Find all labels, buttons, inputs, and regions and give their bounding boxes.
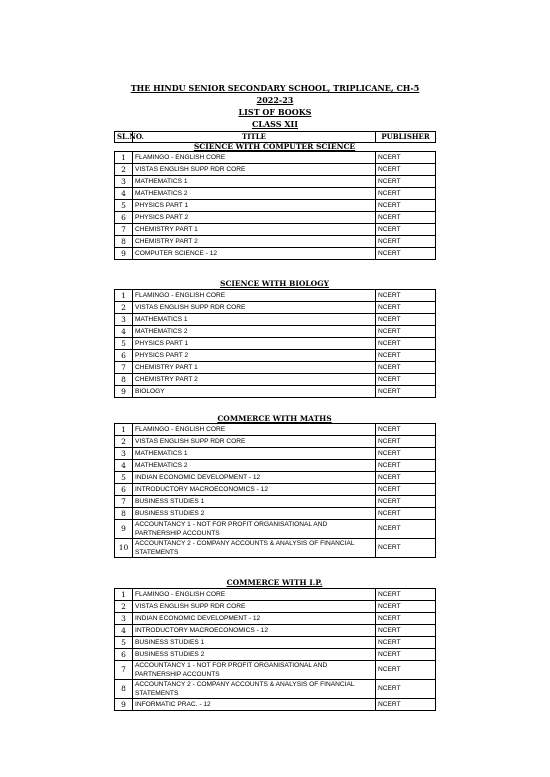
- book-title: BIOLOGY: [133, 386, 376, 398]
- section-heading: SCIENCE WITH COMPUTER SCIENCE: [193, 142, 356, 151]
- book-title: MATHEMATICS 1: [133, 448, 376, 460]
- book-publisher: NCERT: [376, 613, 436, 625]
- book-serial-number: 9: [115, 386, 133, 398]
- book-publisher: NCERT: [376, 176, 436, 188]
- book-title: FLAMINGO - ENGLISH CORE: [133, 424, 376, 436]
- book-title: CHEMISTRY PART 2: [133, 236, 376, 248]
- section-table-2: [114, 423, 436, 558]
- book-row: [115, 212, 436, 224]
- book-serial-number: 9: [115, 248, 133, 260]
- book-title: CHEMISTRY PART 1: [133, 224, 376, 236]
- book-row: [115, 680, 436, 699]
- book-serial-number: 4: [115, 625, 133, 637]
- book-serial-number: 6: [115, 649, 133, 661]
- book-title: MATHEMATICS 1: [133, 176, 376, 188]
- book-title: PHYSICS PART 1: [133, 338, 376, 350]
- book-serial-number: 5: [115, 637, 133, 649]
- class-title: CLASS XII: [251, 119, 299, 129]
- book-publisher: NCERT: [376, 589, 436, 601]
- book-publisher: NCERT: [376, 248, 436, 260]
- section-heading: COMMERCE WITH I.P.: [226, 578, 323, 587]
- book-publisher: NCERT: [376, 236, 436, 248]
- book-row: [115, 374, 436, 386]
- book-title: INTRODUCTORY MACROECONOMICS - 12: [133, 625, 376, 637]
- book-row: [115, 448, 436, 460]
- section-heading: COMMERCE WITH MATHS: [217, 414, 332, 423]
- book-serial-number: 3: [115, 448, 133, 460]
- book-publisher: NCERT: [376, 424, 436, 436]
- column-sl-no: SL.NO.: [115, 132, 133, 143]
- book-serial-number: 8: [115, 236, 133, 248]
- book-serial-number: 6: [115, 350, 133, 362]
- book-publisher: NCERT: [376, 200, 436, 212]
- book-title: MATHEMATICS 2: [133, 460, 376, 472]
- book-title: VISTAS ENGLISH SUPP RDR CORE: [133, 436, 376, 448]
- book-row: [115, 338, 436, 350]
- book-row: [115, 290, 436, 302]
- book-title: FLAMINGO - ENGLISH CORE: [133, 152, 376, 164]
- book-title: MATHEMATICS 2: [133, 188, 376, 200]
- book-row: [115, 539, 436, 558]
- book-publisher: NCERT: [376, 338, 436, 350]
- book-serial-number: 8: [115, 680, 133, 699]
- section-table-1: [114, 289, 436, 398]
- book-row: [115, 496, 436, 508]
- book-publisher: NCERT: [376, 699, 436, 711]
- book-serial-number: 9: [115, 520, 133, 539]
- book-serial-number: 1: [115, 290, 133, 302]
- book-row: [115, 424, 436, 436]
- book-publisher: NCERT: [376, 625, 436, 637]
- book-publisher: NCERT: [376, 386, 436, 398]
- list-title: LIST OF BOOKS: [238, 107, 312, 117]
- book-title: ACCOUNTANCY 1 - NOT FOR PROFIT ORGANISATIONAL AND PARTNERSHIP ACCOUNTS: [133, 520, 376, 539]
- book-publisher: NCERT: [376, 314, 436, 326]
- book-publisher: NCERT: [376, 302, 436, 314]
- book-serial-number: 2: [115, 164, 133, 176]
- book-row: [115, 484, 436, 496]
- book-publisher: NCERT: [376, 539, 436, 558]
- book-serial-number: 3: [115, 176, 133, 188]
- book-title: BUSINESS STUDIES 2: [133, 508, 376, 520]
- book-serial-number: 8: [115, 508, 133, 520]
- section-heading: SCIENCE WITH BIOLOGY: [220, 279, 329, 288]
- book-serial-number: 2: [115, 601, 133, 613]
- book-serial-number: 1: [115, 589, 133, 601]
- book-publisher: NCERT: [376, 472, 436, 484]
- book-row: [115, 224, 436, 236]
- book-row: [115, 236, 436, 248]
- book-publisher: NCERT: [376, 601, 436, 613]
- book-publisher: NCERT: [376, 484, 436, 496]
- book-serial-number: 7: [115, 661, 133, 680]
- book-publisher: NCERT: [376, 374, 436, 386]
- book-row: [115, 520, 436, 539]
- book-publisher: NCERT: [376, 637, 436, 649]
- book-serial-number: 1: [115, 152, 133, 164]
- book-row: [115, 362, 436, 374]
- book-title: VISTAS ENGLISH SUPP RDR CORE: [133, 601, 376, 613]
- book-serial-number: 5: [115, 338, 133, 350]
- book-row: [115, 625, 436, 637]
- book-title: INDIAN ECONOMIC DEVELOPMENT - 12: [133, 472, 376, 484]
- book-title: FLAMINGO - ENGLISH CORE: [133, 589, 376, 601]
- book-publisher: NCERT: [376, 188, 436, 200]
- book-row: [115, 326, 436, 338]
- book-title: ACCOUNTANCY 2 - COMPANY ACCOUNTS & ANALYSIS OF FINANCIAL STATEMENTS: [133, 539, 376, 558]
- book-row: [115, 649, 436, 661]
- book-title: MATHEMATICS 2: [133, 326, 376, 338]
- book-publisher: NCERT: [376, 164, 436, 176]
- book-publisher: NCERT: [376, 350, 436, 362]
- book-row: [115, 248, 436, 260]
- section-table-0: [114, 151, 436, 260]
- book-serial-number: 2: [115, 436, 133, 448]
- book-row: [115, 436, 436, 448]
- book-publisher: NCERT: [376, 436, 436, 448]
- book-title: BUSINESS STUDIES 2: [133, 649, 376, 661]
- book-row: [115, 200, 436, 212]
- book-row: [115, 350, 436, 362]
- book-title: CHEMISTRY PART 1: [133, 362, 376, 374]
- book-title: BUSINESS STUDIES 1: [133, 637, 376, 649]
- book-row: [115, 164, 436, 176]
- book-publisher: NCERT: [376, 326, 436, 338]
- book-row: [115, 302, 436, 314]
- book-row: [115, 508, 436, 520]
- book-publisher: NCERT: [376, 290, 436, 302]
- book-title: BUSINESS STUDIES 1: [133, 496, 376, 508]
- book-row: [115, 152, 436, 164]
- book-title: INDIAN ECONOMIC DEVELOPMENT - 12: [133, 613, 376, 625]
- section-table-3: [114, 588, 436, 711]
- book-row: [115, 386, 436, 398]
- book-row: [115, 188, 436, 200]
- book-title: PHYSICS PART 1: [133, 200, 376, 212]
- book-row: [115, 176, 436, 188]
- book-serial-number: 4: [115, 326, 133, 338]
- book-title: ACCOUNTANCY 2 - COMPANY ACCOUNTS & ANALYSIS OF FINANCIAL STATEMENTS: [133, 680, 376, 699]
- book-title: ACCOUNTANCY 1 - NOT FOR PROFIT ORGANISATIONAL AND PARTNERSHIP ACCOUNTS: [133, 661, 376, 680]
- book-serial-number: 5: [115, 472, 133, 484]
- book-serial-number: 10: [115, 539, 133, 558]
- book-serial-number: 5: [115, 200, 133, 212]
- book-row: [115, 460, 436, 472]
- book-row: [115, 314, 436, 326]
- book-publisher: NCERT: [376, 224, 436, 236]
- book-row: [115, 589, 436, 601]
- book-publisher: NCERT: [376, 661, 436, 680]
- book-publisher: NCERT: [376, 460, 436, 472]
- book-publisher: NCERT: [376, 649, 436, 661]
- school-name: THE HINDU SENIOR SECONDARY SCHOOL, TRIPLICANE, CH-5: [130, 83, 420, 93]
- book-publisher: NCERT: [376, 680, 436, 699]
- book-row: [115, 601, 436, 613]
- book-serial-number: 4: [115, 460, 133, 472]
- book-title: INFORMATIC PRAC. - 12: [133, 699, 376, 711]
- book-row: [115, 637, 436, 649]
- book-publisher: NCERT: [376, 152, 436, 164]
- book-title: CHEMISTRY PART 2: [133, 374, 376, 386]
- book-publisher: NCERT: [376, 496, 436, 508]
- book-title: COMPUTER SCIENCE - 12: [133, 248, 376, 260]
- book-serial-number: 6: [115, 484, 133, 496]
- book-row: [115, 472, 436, 484]
- book-title: FLAMINGO - ENGLISH CORE: [133, 290, 376, 302]
- book-row: [115, 699, 436, 711]
- book-row: [115, 613, 436, 625]
- column-title: TITLE: [133, 132, 376, 143]
- book-serial-number: 3: [115, 613, 133, 625]
- book-title: INTRODUCTORY MACROECONOMICS - 12: [133, 484, 376, 496]
- book-serial-number: 7: [115, 224, 133, 236]
- book-serial-number: 6: [115, 212, 133, 224]
- book-publisher: NCERT: [376, 508, 436, 520]
- book-title: VISTAS ENGLISH SUPP RDR CORE: [133, 164, 376, 176]
- book-serial-number: 1: [115, 424, 133, 436]
- book-serial-number: 2: [115, 302, 133, 314]
- book-publisher: NCERT: [376, 212, 436, 224]
- book-serial-number: 7: [115, 496, 133, 508]
- book-publisher: NCERT: [376, 448, 436, 460]
- book-serial-number: 3: [115, 314, 133, 326]
- book-title: MATHEMATICS 1: [133, 314, 376, 326]
- book-publisher: NCERT: [376, 362, 436, 374]
- book-title: VISTAS ENGLISH SUPP RDR CORE: [133, 302, 376, 314]
- book-serial-number: 4: [115, 188, 133, 200]
- book-publisher: NCERT: [376, 520, 436, 539]
- book-serial-number: 7: [115, 362, 133, 374]
- book-serial-number: 9: [115, 699, 133, 711]
- column-publisher: PUBLISHER: [376, 132, 436, 143]
- academic-year: 2022-23: [256, 95, 294, 105]
- book-row: [115, 661, 436, 680]
- book-serial-number: 8: [115, 374, 133, 386]
- book-title: PHYSICS PART 2: [133, 350, 376, 362]
- book-title: PHYSICS PART 2: [133, 212, 376, 224]
